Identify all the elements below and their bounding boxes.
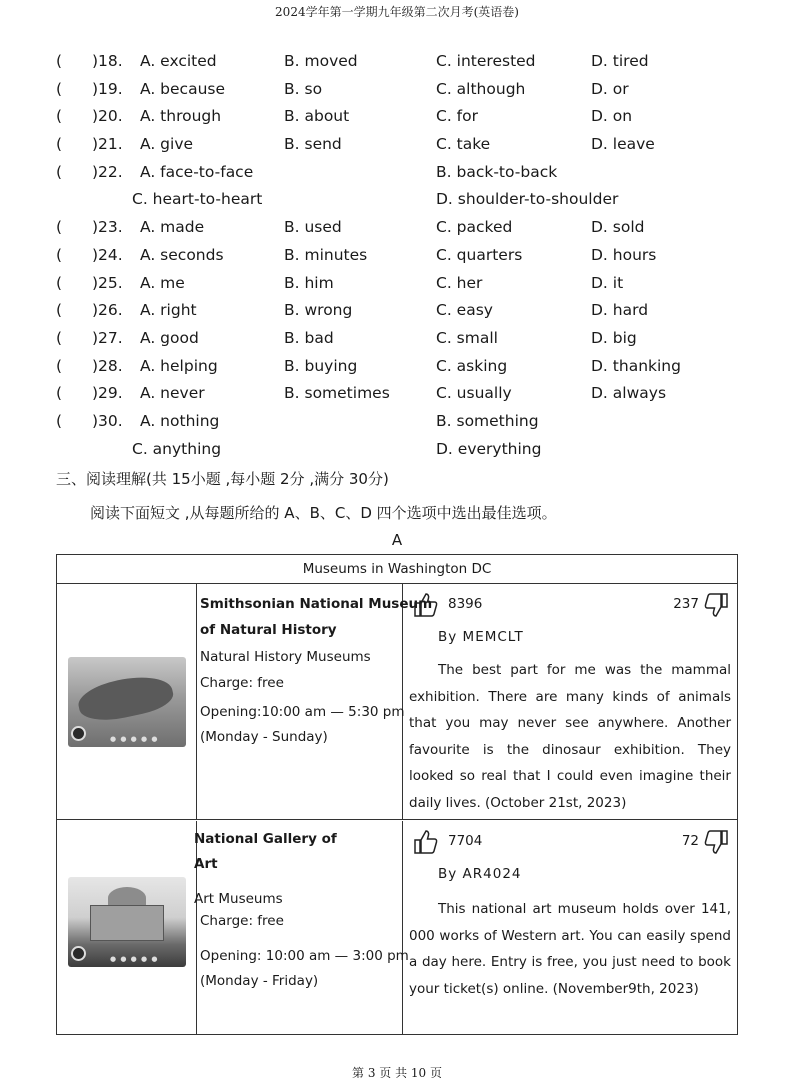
option-c: C. packed	[436, 218, 513, 237]
option-a: A. me	[140, 273, 185, 292]
museum-review-cell	[403, 584, 737, 819]
option-d: D. everything	[436, 439, 542, 458]
question-number: )28.	[92, 356, 123, 375]
museum-table	[56, 554, 738, 1035]
option-d: D. or	[591, 79, 629, 98]
carousel-dots-icon: ● ● ● ● ●	[110, 735, 159, 743]
option-c: C. for	[436, 107, 478, 126]
option-a: A. because	[140, 79, 226, 98]
question-list	[56, 48, 746, 463]
option-b: B. sometimes	[284, 384, 390, 403]
option-d: D. hard	[591, 301, 649, 320]
question-20	[56, 103, 746, 131]
museum-review-cell	[403, 821, 737, 1035]
option-b: B. him	[284, 273, 334, 292]
shark-shape	[75, 670, 176, 727]
answer-blank: (	[56, 356, 63, 375]
option-c: C. asking	[436, 356, 508, 375]
question-26	[56, 297, 746, 325]
answer-blank: (	[56, 107, 63, 126]
option-a: A. made	[140, 218, 205, 237]
logo-icon	[71, 946, 86, 961]
review-author: By MEMCLT	[438, 629, 524, 645]
carousel-dots-icon: ● ● ● ● ●	[110, 955, 159, 963]
museum-info-cell	[197, 584, 433, 819]
like-count: 7704	[448, 833, 483, 849]
question-number: )23.	[92, 218, 123, 237]
museum-category: Natural History Museums	[200, 649, 371, 665]
review-text: This national art museum holds over 141, 000 works of Western art. You can easily spend a day here. Entry is free, you just need to book your ticket(s) online. (November9th, 2023)	[409, 901, 731, 997]
option-a: A. never	[140, 384, 205, 403]
option-a: A. nothing	[140, 411, 220, 430]
museum-row	[57, 821, 737, 1035]
option-a: A. through	[140, 107, 222, 126]
dislike-count: 72	[681, 833, 699, 849]
option-b: B. send	[284, 135, 342, 154]
answer-blank: (	[56, 79, 63, 98]
museum-image-cell	[57, 584, 197, 819]
museum-days: (Monday - Sunday)	[200, 729, 328, 745]
question-number: )25.	[92, 273, 123, 292]
section-title: 三、阅读理解(共 15小题 ,每小题 2分 ,满分 30分)	[56, 470, 389, 488]
option-b: B. about	[284, 107, 350, 126]
logo-icon	[71, 726, 86, 741]
thumbs-down-icon	[703, 592, 729, 618]
option-c: C. anything	[132, 439, 222, 458]
question-19	[56, 76, 746, 104]
question-30-continued	[56, 436, 746, 464]
question-29	[56, 380, 746, 408]
answer-blank: (	[56, 162, 63, 181]
table-title: Museums in Washington DC	[57, 555, 737, 584]
answer-blank: (	[56, 273, 63, 292]
option-a: A. give	[140, 135, 194, 154]
option-a: A. seconds	[140, 245, 224, 264]
dislike-count: 237	[673, 596, 699, 612]
answer-blank: (	[56, 301, 63, 320]
option-b: B. back-to-back	[436, 162, 558, 181]
option-b: B. moved	[284, 52, 358, 70]
like-count: 8396	[448, 596, 483, 612]
option-d: D. sold	[591, 218, 645, 237]
question-number: )20.	[92, 107, 123, 126]
question-number: )21.	[92, 135, 123, 154]
option-c: C. usually	[436, 384, 512, 403]
thumbs-up-icon	[413, 592, 439, 618]
option-c: C. easy	[436, 301, 493, 320]
option-b: B. so	[284, 79, 323, 98]
museum-name: of Natural History	[200, 622, 337, 638]
option-a: A. face-to-face	[140, 162, 254, 181]
option-d: D. it	[591, 273, 624, 292]
page-header: 2024学年第一学期九年级第二次月考(英语卷)	[275, 5, 519, 19]
passage-label: A	[391, 531, 403, 549]
answer-blank: (	[56, 384, 63, 403]
option-d: D. shoulder-to-shoulder	[436, 190, 619, 209]
option-b: B. something	[436, 411, 539, 430]
answer-blank: (	[56, 245, 63, 264]
question-27	[56, 325, 746, 353]
gallery-building-photo	[68, 877, 186, 967]
question-number: )24.	[92, 245, 123, 264]
question-30	[56, 408, 746, 436]
question-22	[56, 159, 746, 187]
option-d: D. thanking	[591, 356, 681, 375]
building-shape	[90, 905, 164, 941]
museum-opening: Opening: 10:00 am — 3:00 pm	[200, 948, 409, 964]
question-24	[56, 242, 746, 270]
option-d: D. big	[591, 328, 637, 347]
option-c: C. interested	[436, 52, 536, 70]
review-text: The best part for me was the mammal exhibition. There are many kinds of animals that you may never see anywhere. Another favourite is the dinosaur exhibition. They looked so real that I could even imagine their daily lives. (October 21st, 2023)	[409, 662, 731, 811]
thumbs-down-icon	[703, 829, 729, 855]
option-c: C. although	[436, 79, 526, 98]
question-number: )18.	[92, 52, 123, 70]
museum-name: Smithsonian National Museum	[200, 596, 433, 612]
option-c: C. small	[436, 328, 498, 347]
question-18	[56, 48, 746, 76]
museum-info-cell	[194, 821, 409, 1035]
question-number: )22.	[92, 162, 123, 181]
answer-blank: (	[56, 52, 63, 70]
question-28	[56, 353, 746, 381]
option-c: C. heart-to-heart	[132, 190, 263, 209]
question-21	[56, 131, 746, 159]
section-instruction: 阅读下面短文 ,从每题所给的 A、B、C、D 四个选项中选出最佳选项。	[90, 504, 557, 522]
question-25	[56, 270, 746, 298]
answer-blank: (	[56, 411, 63, 430]
option-d: D. leave	[591, 135, 655, 154]
option-d: D. on	[591, 107, 633, 126]
page-footer: 第 3 页 共 10 页	[352, 1066, 442, 1078]
option-b: B. wrong	[284, 301, 353, 320]
option-a: A. excited	[140, 52, 217, 70]
option-d: D. tired	[591, 52, 649, 70]
option-d: D. always	[591, 384, 667, 403]
option-b: B. minutes	[284, 245, 368, 264]
shark-exhibit-photo	[68, 657, 186, 747]
question-number: )27.	[92, 328, 123, 347]
museum-category: Art Museums	[194, 891, 283, 907]
museum-opening: Opening:10:00 am — 5:30 pm	[200, 704, 405, 720]
question-number: )19.	[92, 79, 123, 98]
museum-charge: Charge: free	[200, 913, 284, 929]
museum-days: (Monday - Friday)	[200, 973, 319, 989]
option-c: C. take	[436, 135, 491, 154]
option-c: C. her	[436, 273, 483, 292]
option-a: A. good	[140, 328, 199, 347]
museum-row	[57, 584, 737, 820]
option-d: D. hours	[591, 245, 657, 264]
question-number: )29.	[92, 384, 123, 403]
question-23	[56, 214, 746, 242]
museum-charge: Charge: free	[200, 675, 284, 691]
question-number: )30.	[92, 411, 123, 430]
answer-blank: (	[56, 218, 63, 237]
option-b: B. buying	[284, 356, 358, 375]
review-author: By AR4024	[438, 866, 522, 882]
option-a: A. helping	[140, 356, 218, 375]
question-22-continued	[56, 186, 746, 214]
answer-blank: (	[56, 135, 63, 154]
option-b: B. used	[284, 218, 342, 237]
museum-name: Art	[194, 856, 218, 872]
thumbs-up-icon	[413, 829, 439, 855]
museum-name: National Gallery of	[194, 831, 337, 847]
option-b: B. bad	[284, 328, 334, 347]
museum-image-cell	[57, 821, 197, 1035]
option-a: A. right	[140, 301, 197, 320]
question-number: )26.	[92, 301, 123, 320]
answer-blank: (	[56, 328, 63, 347]
option-c: C. quarters	[436, 245, 523, 264]
